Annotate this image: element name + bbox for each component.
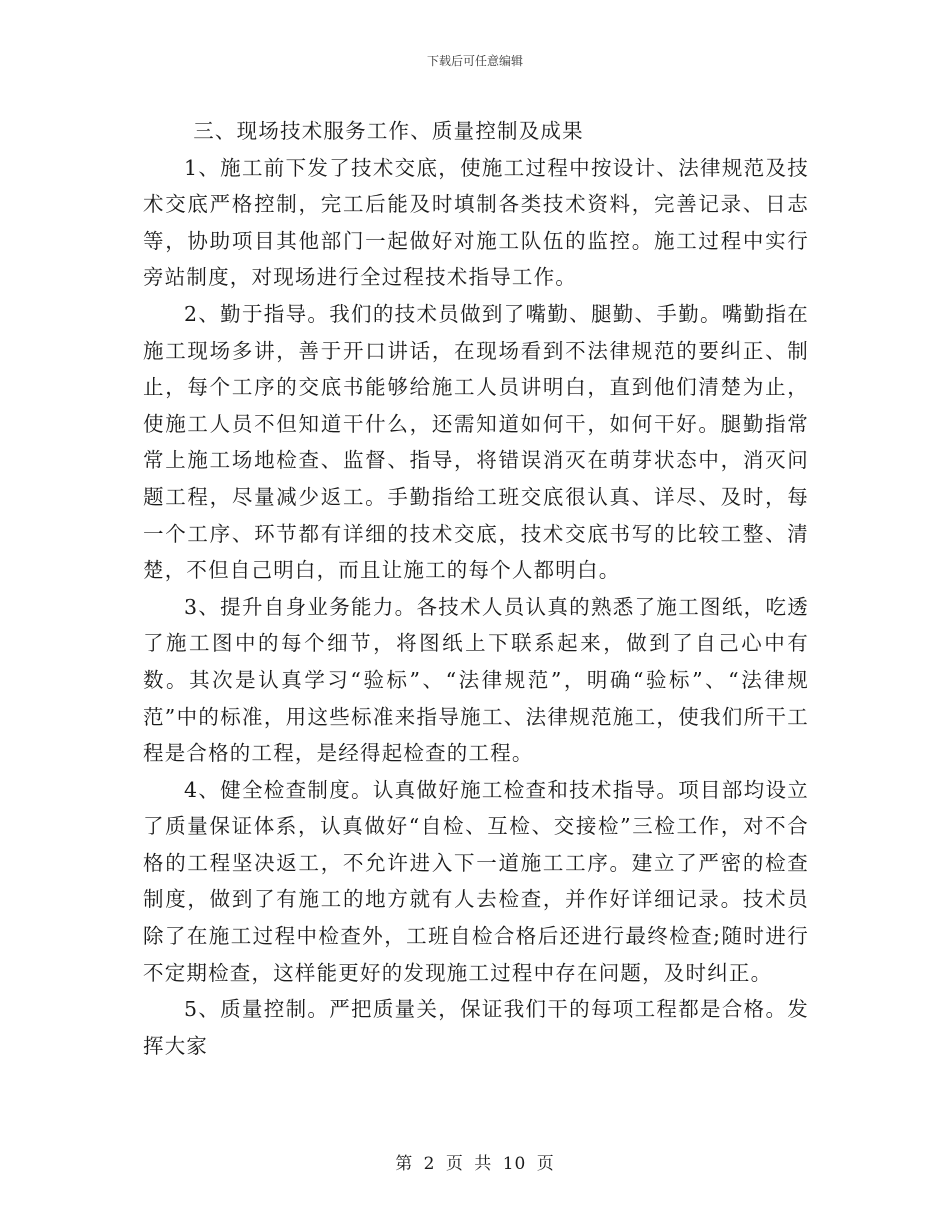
- paragraph-1: 1、施工前下发了技术交底，使施工过程中按设计、法律规范及技术交底严格控制，完工后能及时填制各类技术资料，完善记录、日志等，协助项目其他部门一起做好对施工队伍的监控。施工过程中实行旁站制度，对现场进行全过程技术指导工作。: [143, 155, 809, 290]
- footer-current-page: 2: [423, 1154, 436, 1174]
- header-note: 下载后可任意编辑: [426, 54, 523, 68]
- footer-suffix: 页: [536, 1154, 555, 1174]
- footer-total-pages: 10: [502, 1154, 527, 1174]
- paragraph-4: 4、健全检查制度。认真做好施工检查和技术指导。项目部均设立了质量保证体系，认真做好“自检、互检、交接检”三检工作，对不合格的工程坚决返工，不允许进入下一道施工工序。建立了严密的检查制度，做到了有施工的地方就有人去检查，并作好详细记录。技术员除了在施工过程中检查外，工班自检合格后还进行最终检查;随时进行不定期检查，这样能更好的发现施工过程中存在问题，及时纠正。: [143, 777, 809, 985]
- page-number-footer: [0, 1153, 950, 1175]
- paragraph-3: 3、提升自身业务能力。各技术人员认真的熟悉了施工图纸，吃透了施工图中的每个细节，将图纸上下联系起来，做到了自己心中有数。其次是认真学习“验标”、“法律规范”，明确“验标”、“法律规范”中的标准，用这些标准来指导施工、法律规范施工，使我们所干工程是合格的工程，是经得起检查的工程。: [143, 594, 809, 766]
- document-body: [143, 113, 809, 1064]
- footer-page-word: 页: [445, 1154, 464, 1174]
- section-heading: 三、现场技术服务工作、质量控制及成果: [193, 119, 584, 143]
- paragraph-2: 2、勤于指导。我们的技术员做到了嘴勤、腿勤、手勤。嘴勤指在施工现场多讲，善于开口讲话，在现场看到不法律规范的要纠正、制止，每个工序的交底书能够给施工人员讲明白，直到他们清楚为止，使施工人员不但知道干什么，还需知道如何干，如何干好。腿勤指常常上施工场地检查、监督、指导，将错误消灭在萌芽状态中，消灭问题工程，尽量减少返工。手勤指给工班交底很认真、详尽、及时，每一个工序、环节都有详细的技术交底，技术交底书写的比较工整、清楚，不但自己明白，而且让施工的每个人都明白。: [143, 301, 809, 583]
- paragraph-5: 5、质量控制。严把质量关，保证我们干的每项工程都是合格。发挥大家: [143, 997, 809, 1058]
- footer-total-word: 共: [474, 1154, 493, 1174]
- footer-prefix: 第: [395, 1154, 414, 1174]
